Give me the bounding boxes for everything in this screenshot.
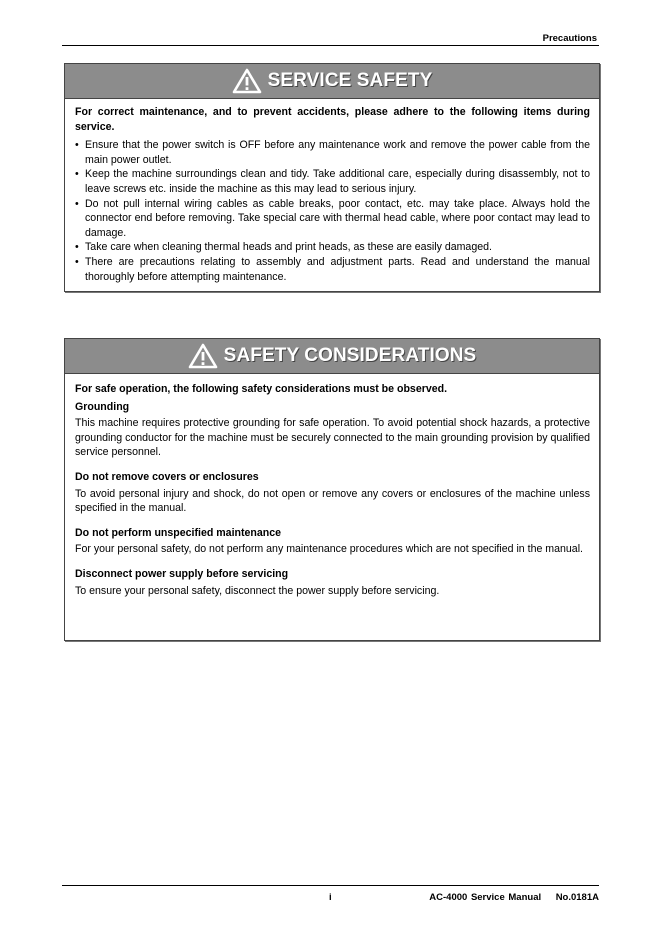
list-item: • Take care when cleaning thermal heads and print heads, as these are easily damaged. (75, 240, 590, 255)
section-covers (75, 470, 590, 516)
footer-manual-info (429, 892, 599, 903)
section-text: This machine requires protective grounding for safe operation. To avoid potential shock hazards, a protective grounding conductor for the machine must be securely connected to the main grounding provision by qualified service personnel. (75, 417, 590, 459)
section-text: To ensure your personal safety, disconnect the power supply before servicing. (75, 584, 440, 597)
header-divider (62, 45, 599, 46)
service-safety-header (65, 64, 599, 99)
manual-title: AC-4000 Service Manual (429, 892, 542, 903)
warning-triangle-icon (188, 343, 218, 369)
service-safety-panel (64, 63, 600, 292)
section-heading: Grounding (75, 400, 130, 413)
list-item: • Keep the machine surroundings clean and tidy. Take additional care, especially during disassembly, not to leave screws etc. inside the machine as this may lead to serious injury. (75, 167, 590, 196)
service-safety-list (75, 138, 590, 284)
warning-triangle-icon (232, 68, 262, 94)
section-text: To avoid personal injury and shock, do not open or remove any covers or enclosures of the machine unless specified in the manual. (75, 487, 590, 515)
safety-considerations-body (65, 374, 599, 605)
list-item: • Do not pull internal wiring cables as cable breaks, poor contact, etc. may take place. Always hold the connector end before removing. Take special care with thermal head cable, where poor contact may lead to damage. (75, 197, 590, 241)
safety-considerations-panel (64, 338, 600, 641)
section-power (75, 567, 590, 598)
document-number: No.0181A (555, 892, 599, 903)
section-heading: Do not perform unspecified maintenance (75, 526, 282, 539)
safety-considerations-header (65, 339, 599, 374)
footer-divider (62, 885, 599, 886)
list-item: • There are precautions relating to assembly and adjustment parts. Read and understand the manual thoroughly before attempting maintenance. (75, 255, 590, 284)
service-safety-body (65, 99, 599, 291)
service-safety-intro: For correct maintenance, and to prevent accidents, please adhere to the following items during service. (75, 106, 590, 133)
page-header-title: Precautions (542, 33, 597, 44)
service-safety-title: SERVICE SAFETY (267, 70, 433, 91)
safety-considerations-intro: For safe operation, the following safety considerations must be observed. (75, 383, 448, 395)
safety-considerations-title: SAFETY CONSIDERATIONS (223, 345, 477, 366)
section-grounding (75, 400, 590, 460)
section-maintenance (75, 526, 590, 557)
section-heading: Do not remove covers or enclosures (75, 470, 259, 483)
page-number: i (329, 892, 332, 903)
section-text: For your personal safety, do not perform any maintenance procedures which are not specified in the manual. (75, 543, 583, 556)
list-item: • Ensure that the power switch is OFF before any maintenance work and remove the power cable from the main power outlet. (75, 138, 590, 167)
section-heading: Disconnect power supply before servicing (75, 567, 289, 580)
